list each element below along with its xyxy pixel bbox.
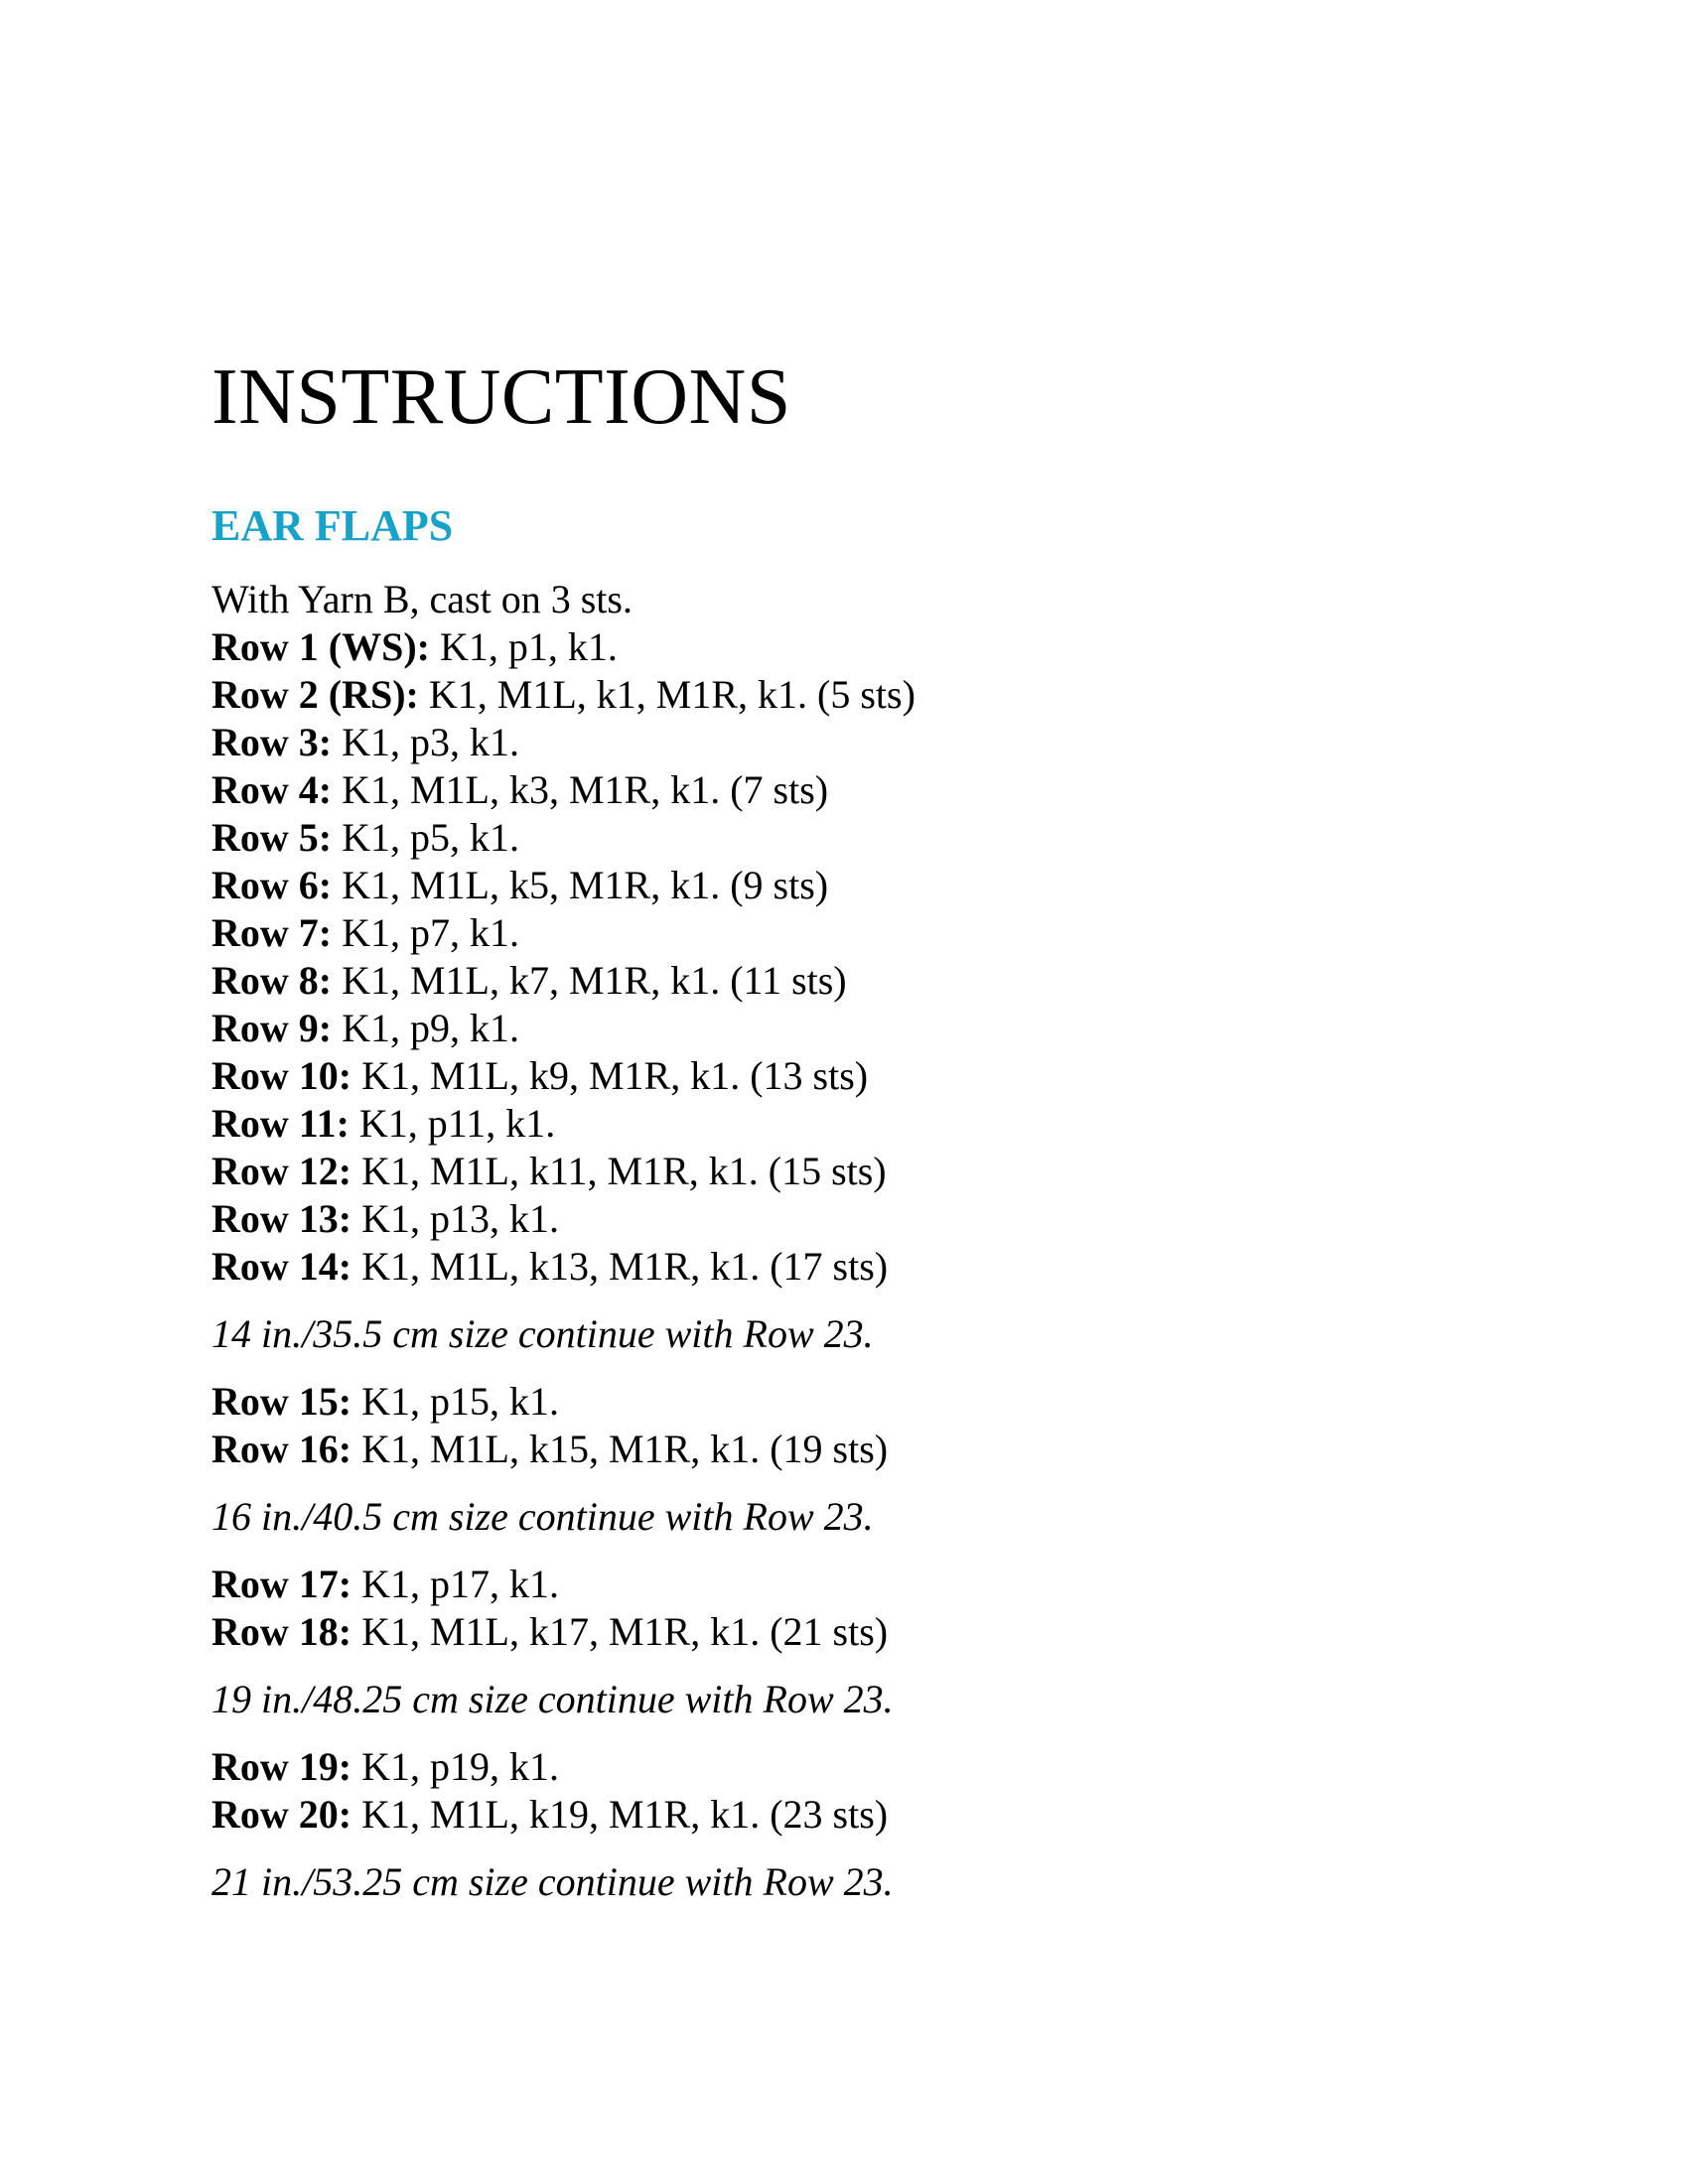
row-label: Row 13: xyxy=(211,1196,352,1241)
instruction-row xyxy=(211,1561,1502,1608)
row-text: K1, p5, k1. xyxy=(332,815,519,860)
row-text: K1, p7, k1. xyxy=(332,910,519,955)
row-label: Row 10: xyxy=(211,1053,352,1098)
section-heading-ear-flaps: EAR FLAPS xyxy=(211,501,454,550)
page-content xyxy=(211,353,1502,1926)
row-text: K1, M1L, k3, M1R, k1. (7 sts) xyxy=(332,767,829,812)
row-label: Row 4: xyxy=(211,767,333,812)
row-label: Row 15: xyxy=(211,1379,352,1424)
row-label: Row 16: xyxy=(211,1427,352,1471)
instruction-row xyxy=(211,1378,1502,1426)
instruction-row xyxy=(211,1148,1502,1195)
row-text: K1, M1L, k5, M1R, k1. (9 sts) xyxy=(332,863,829,907)
row-text: K1, M1L, k9, M1R, k1. (13 sts) xyxy=(352,1053,869,1098)
row-text: K1, p1, k1. xyxy=(429,624,618,669)
page-title: INSTRUCTIONS xyxy=(211,353,791,441)
instructions-body xyxy=(211,576,1502,1906)
row-text: K1, p13, k1. xyxy=(352,1196,559,1241)
row-text: K1, p3, k1. xyxy=(332,720,519,764)
row-label: Row 5: xyxy=(211,815,333,860)
intro-line: With Yarn B, cast on 3 sts. xyxy=(211,577,633,621)
row-text: K1, M1L, k17, M1R, k1. (21 sts) xyxy=(352,1609,889,1654)
row-label: Row 7: xyxy=(211,910,333,955)
size-note-21in: 21 in./53.25 cm size continue with Row 23. xyxy=(211,1859,894,1904)
row-label: Row 6: xyxy=(211,863,333,907)
row-text: K1, M1L, k19, M1R, k1. (23 sts) xyxy=(352,1792,889,1837)
instruction-row xyxy=(211,719,1502,766)
instruction-row xyxy=(211,766,1502,814)
row-label: Row 2 (RS): xyxy=(211,672,419,717)
row-group-c xyxy=(211,1561,1502,1656)
size-note-19in: 19 in./48.25 cm size continue with Row 23. xyxy=(211,1677,894,1721)
row-label: Row 17: xyxy=(211,1562,352,1606)
instruction-row xyxy=(211,909,1502,957)
row-group-d xyxy=(211,1743,1502,1839)
row-label: Row 19: xyxy=(211,1744,352,1789)
row-label: Row 9: xyxy=(211,1006,333,1050)
instruction-row xyxy=(211,1243,1502,1291)
row-label: Row 1 (WS): xyxy=(211,624,430,669)
instruction-row xyxy=(211,1052,1502,1100)
row-label: Row 18: xyxy=(211,1609,352,1654)
row-text: K1, M1L, k7, M1R, k1. (11 sts) xyxy=(332,958,847,1003)
row-group-b xyxy=(211,1378,1502,1473)
row-label: Row 8: xyxy=(211,958,333,1003)
instruction-row xyxy=(211,1100,1502,1148)
instruction-row xyxy=(211,671,1502,719)
row-text: K1, M1L, k1, M1R, k1. (5 sts) xyxy=(418,672,915,717)
row-label: Row 11: xyxy=(211,1101,350,1146)
row-label: Row 20: xyxy=(211,1792,352,1837)
row-text: K1, p15, k1. xyxy=(352,1379,559,1424)
row-text: K1, p19, k1. xyxy=(352,1744,559,1789)
instruction-row xyxy=(211,1005,1502,1052)
row-text: K1, p11, k1. xyxy=(349,1101,556,1146)
row-label: Row 3: xyxy=(211,720,333,764)
row-group-a xyxy=(211,623,1502,1291)
row-label: Row 12: xyxy=(211,1149,352,1193)
row-text: K1, M1L, k15, M1R, k1. (19 sts) xyxy=(352,1427,889,1471)
row-text: K1, p17, k1. xyxy=(352,1562,559,1606)
row-text: K1, p9, k1. xyxy=(332,1006,519,1050)
instruction-row xyxy=(211,1195,1502,1243)
instruction-row xyxy=(211,814,1502,862)
instruction-row xyxy=(211,1426,1502,1473)
instruction-row xyxy=(211,1743,1502,1791)
row-label: Row 14: xyxy=(211,1244,352,1289)
instruction-row xyxy=(211,623,1502,671)
row-text: K1, M1L, k11, M1R, k1. (15 sts) xyxy=(352,1149,887,1193)
instruction-row xyxy=(211,1791,1502,1839)
size-note-14in: 14 in./35.5 cm size continue with Row 23. xyxy=(211,1311,874,1356)
instruction-row xyxy=(211,957,1502,1005)
instruction-row xyxy=(211,862,1502,909)
size-note-16in: 16 in./40.5 cm size continue with Row 23. xyxy=(211,1494,874,1539)
row-text: K1, M1L, k13, M1R, k1. (17 sts) xyxy=(352,1244,889,1289)
instruction-row xyxy=(211,1608,1502,1656)
